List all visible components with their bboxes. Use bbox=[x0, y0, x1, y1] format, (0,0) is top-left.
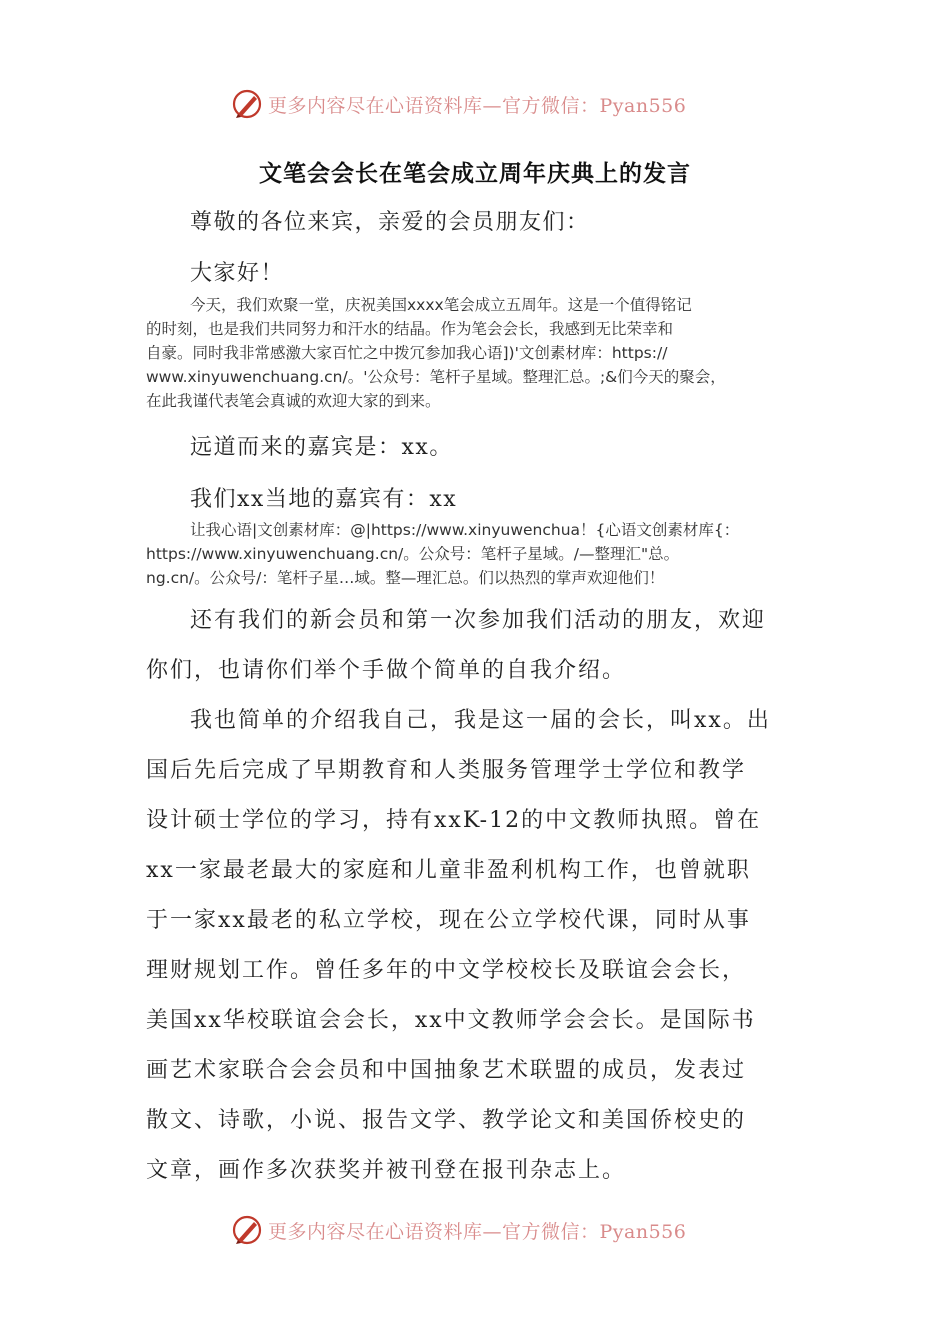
guests-local-line: 我们xx当地的嘉宾有：xx bbox=[190, 487, 458, 512]
paragraph-line: 让我心语|文创素材库：@|https://www.xinyuwenchua！{心语文创素材库{： bbox=[190, 521, 740, 539]
banner-text: 更多内容尽在心语资料库—官方微信：Pyan556 bbox=[268, 94, 687, 117]
banner-text: 更多内容尽在心语资料库—官方微信：Pyan556 bbox=[268, 1220, 687, 1243]
footer-banner bbox=[230, 1210, 686, 1250]
guests-far-line: 远道而来的嘉宾是：xx。 bbox=[190, 435, 453, 460]
paragraph-line: 的时刻，也是我们共同努力和汗水的结晶。作为笔会会长，我感到无比荣幸和 bbox=[146, 320, 674, 338]
paragraph-line: 自豪。同时我非常感激大家百忙之中拨冗参加我心语])'文创素材库：https:// bbox=[146, 344, 668, 362]
body-line: 我也简单的介绍我自己，我是这一届的会长，叫xx。出 bbox=[190, 708, 771, 733]
welcome-paragraph bbox=[146, 518, 811, 590]
body-line: 散文、诗歌，小说、报告文学、教学论文和美国侨校史的 bbox=[146, 1108, 747, 1133]
body-line: 还有我们的新会员和第一次参加我们活动的朋友，欢迎 bbox=[190, 608, 767, 633]
body-line: 于一家xx最老的私立学校，现在公立学校代课，同时从事 bbox=[146, 908, 751, 933]
body-line: 文章，画作多次获奖并被刊登在报刊杂志上。 bbox=[146, 1158, 627, 1183]
pen-logo-icon bbox=[230, 1213, 264, 1247]
body-line: 美国xx华校联谊会会长，xx中文教师学会会长。是国际书 bbox=[146, 1008, 756, 1033]
body-line: 理财规划工作。曾任多年的中文学校校长及联谊会会长， bbox=[146, 958, 747, 983]
document-title: 文笔会会长在笔会成立周年庆典上的发言 bbox=[259, 160, 691, 187]
intro-paragraph bbox=[146, 293, 811, 413]
paragraph-line: 在此我谨代表笔会真诚的欢迎大家的到来。 bbox=[146, 392, 441, 410]
body-line: 设计硕士学位的学习，持有xxK-12的中文教师执照。曾在 bbox=[146, 808, 762, 833]
paragraph-line: www.xinyuwenchuang.cn/。'公众号：笔杆子星域。整理汇总。;&们今天的聚会， bbox=[146, 368, 726, 386]
paragraph-line: ng.cn/。公众号/：笔杆子星…域。整—理汇总。们以热烈的掌声欢迎他们！ bbox=[146, 569, 665, 587]
greeting: 尊敬的各位来宾，亲爱的会员朋友们： bbox=[190, 210, 590, 235]
body-line: 画艺术家联合会会员和中国抽象艺术联盟的成员，发表过 bbox=[146, 1058, 747, 1083]
paragraph-line: https://www.xinyuwenchuang.cn/。公众号：笔杆子星域。/—整理汇"总。 bbox=[146, 545, 680, 563]
body-line: 国后先后完成了早期教育和人类服务管理学士学位和教学 bbox=[146, 758, 747, 783]
pen-logo-icon bbox=[230, 87, 264, 121]
hello-line: 大家好！ bbox=[190, 261, 285, 286]
paragraph-line: 今天，我们欢聚一堂，庆祝美国xxxx笔会成立五周年。这是一个值得铭记 bbox=[190, 296, 692, 314]
body-line: xx一家最老最大的家庭和儿童非盈利机构工作，也曾就职 bbox=[146, 858, 751, 883]
header-banner bbox=[230, 84, 686, 124]
body-line: 你们，也请你们举个手做个简单的自我介绍。 bbox=[146, 658, 627, 683]
